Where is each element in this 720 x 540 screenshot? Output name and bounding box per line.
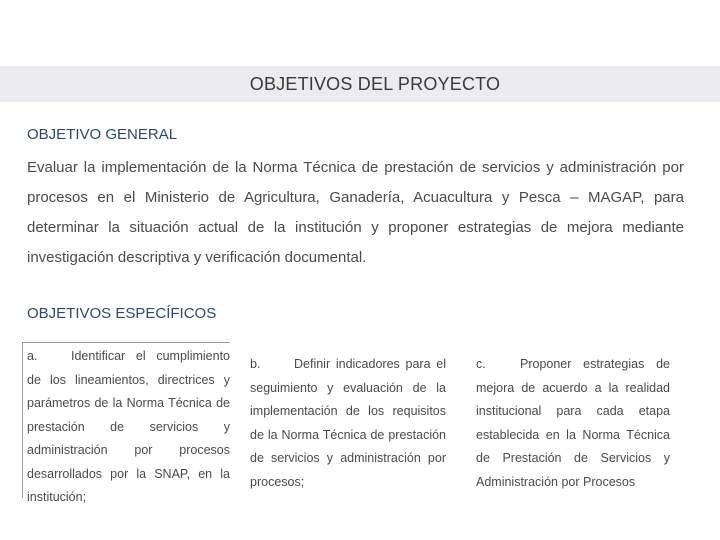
general-objective-text: Evaluar la implementación de la Norma Técnica de prestación de servicios y administración por procesos en el Ministerio de Agricultura, Ganadería, Acuacultura y Pesca – MAGAP, para determinar la situación actual de la institución y proponer estrategias de mejora mediante investigación descriptiva y verificación documental. [27, 159, 684, 266]
specific-objective-a [22, 342, 230, 504]
general-objective-heading: OBJETIVO GENERAL [27, 126, 178, 143]
objective-label: b. [250, 357, 261, 371]
objective-text: Proponer estrategias de mejora de acuerdo a la realidad institucional para cada etapa establecida en la Norma Técnica de Prestación de Servicios y Administración por Procesos [476, 357, 670, 489]
page-title: OBJETIVOS DEL PROYECTO [249, 73, 501, 94]
specific-objectives-heading: OBJETIVOS ESPECÍFICOS [27, 305, 217, 322]
objective-text: Identificar el cumplimiento de los lineamientos, directrices y parámetros de la Norma Técnica de prestación de servicios y administración por procesos desarrollados por la SNAP, en la institución; [27, 349, 230, 504]
objective-label: a. [27, 349, 38, 363]
specific-objective-c [476, 353, 670, 494]
title-bar [0, 66, 720, 102]
objective-text: Definir indicadores para el seguimiento y evaluación de la implementación de los requisitos de la Norma Técnica de prestación de servicios y administración por procesos; [250, 357, 446, 489]
objective-label: c. [476, 357, 486, 371]
specific-objective-b [250, 353, 446, 494]
